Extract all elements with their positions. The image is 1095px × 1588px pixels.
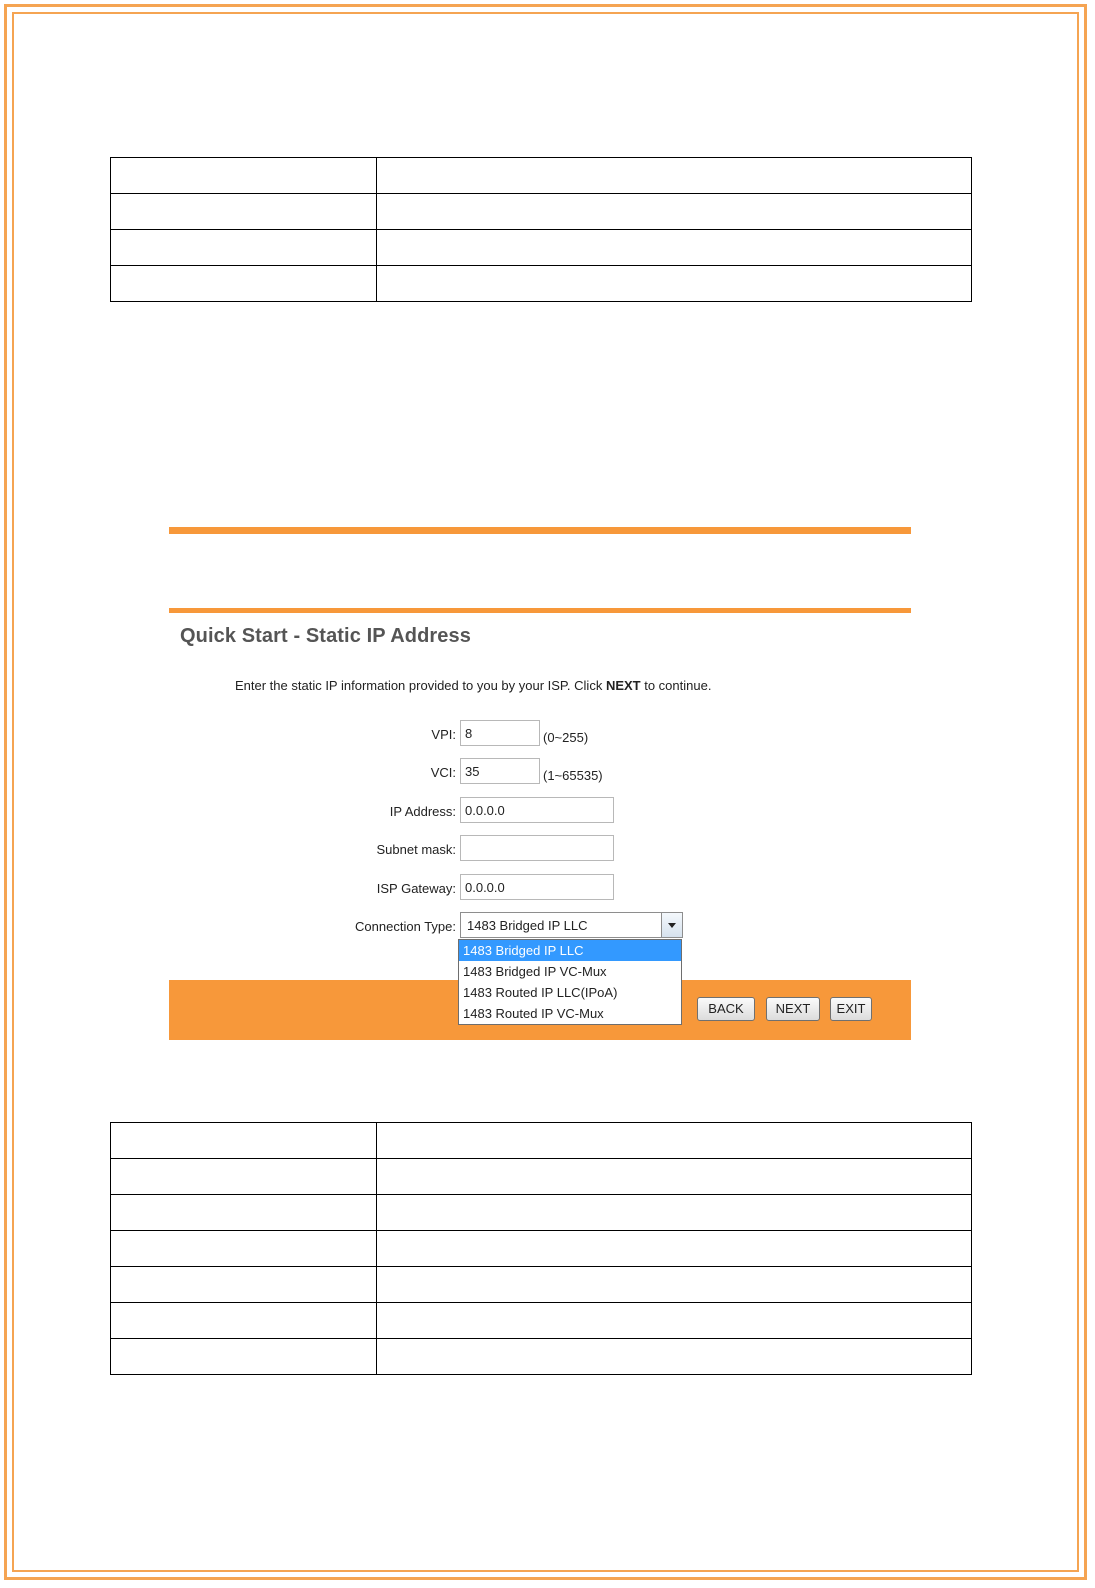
table-cell <box>377 1339 972 1375</box>
connection-type-selected-value: 1483 Bridged IP LLC <box>467 918 588 933</box>
page-title: Quick Start - Static IP Address <box>180 625 471 647</box>
ip-address-row <box>169 797 911 825</box>
table-cell <box>377 266 972 302</box>
vpi-input[interactable]: 8 <box>460 720 540 746</box>
table-cell <box>111 1195 377 1231</box>
isp-gateway-row <box>169 874 911 902</box>
table-cell <box>111 1123 377 1159</box>
dropdown-option-routed-vc-mux[interactable]: 1483 Routed IP VC-Mux <box>463 1006 604 1021</box>
connection-type-label: Connection Type: <box>355 919 456 934</box>
instruction-prefix: Enter the static IP information provided to you by your ISP. Click <box>235 678 606 693</box>
table-row <box>111 1123 972 1159</box>
router-quick-start-panel <box>169 527 911 1040</box>
vci-input[interactable]: 35 <box>460 758 540 784</box>
connection-type-select[interactable] <box>460 912 683 938</box>
subnet-mask-row <box>169 835 911 863</box>
table-cell <box>111 266 377 302</box>
table-row <box>111 158 972 194</box>
dropdown-option-bridged-vc-mux[interactable]: 1483 Bridged IP VC-Mux <box>463 964 607 979</box>
header-accent-bar <box>169 527 911 534</box>
table-row <box>111 1159 972 1195</box>
vci-range-hint: (1~65535) <box>543 768 603 783</box>
vci-label: VCI: <box>430 765 456 780</box>
vpi-row <box>169 720 911 748</box>
table-cell <box>111 1159 377 1195</box>
subnet-mask-input[interactable] <box>460 835 614 861</box>
vpi-label: VPI: <box>431 727 456 742</box>
table-cell <box>377 230 972 266</box>
table-cell <box>377 1303 972 1339</box>
instruction-suffix: to continue. <box>640 678 712 693</box>
table-cell <box>111 1303 377 1339</box>
parameter-table-bottom <box>110 1122 972 1375</box>
table-row <box>111 1267 972 1303</box>
table-cell <box>377 1123 972 1159</box>
table-cell <box>377 1159 972 1195</box>
table-row <box>111 230 972 266</box>
ip-address-input[interactable]: 0.0.0.0 <box>460 797 614 823</box>
back-button[interactable]: BACK <box>697 997 755 1021</box>
instruction-next-keyword: NEXT <box>605 678 641 693</box>
table-row <box>111 266 972 302</box>
table-cell <box>111 158 377 194</box>
next-button[interactable]: NEXT <box>766 997 820 1021</box>
connection-type-row <box>169 912 911 940</box>
table-cell <box>111 194 377 230</box>
table-cell <box>111 1339 377 1375</box>
chevron-down-icon[interactable] <box>661 913 682 937</box>
table-cell <box>111 1267 377 1303</box>
table-row <box>111 1339 972 1375</box>
table-row <box>111 1303 972 1339</box>
header-divider-bar <box>169 608 911 613</box>
table-cell <box>377 1231 972 1267</box>
table-cell <box>377 1267 972 1303</box>
table-row <box>111 1195 972 1231</box>
vpi-range-hint: (0~255) <box>543 730 589 745</box>
table-cell <box>111 1231 377 1267</box>
instruction-text <box>235 678 711 693</box>
subnet-mask-label: Subnet mask: <box>376 842 456 857</box>
table-row <box>111 1231 972 1267</box>
parameter-table-top <box>110 157 972 302</box>
dropdown-option-routed-llc-ipoa[interactable]: 1483 Routed IP LLC(IPoA) <box>463 985 618 1000</box>
isp-gateway-label: ISP Gateway: <box>376 881 456 896</box>
table-cell <box>377 1195 972 1231</box>
exit-button[interactable]: EXIT <box>830 997 872 1021</box>
table-cell <box>377 158 972 194</box>
table-cell <box>377 194 972 230</box>
vci-row <box>169 758 911 786</box>
ip-address-label: IP Address: <box>389 804 456 819</box>
dropdown-option-bridged-llc[interactable]: 1483 Bridged IP LLC <box>459 940 681 961</box>
isp-gateway-input[interactable]: 0.0.0.0 <box>460 874 614 900</box>
table-row <box>111 194 972 230</box>
connection-type-dropdown-list <box>458 939 682 1025</box>
table-cell <box>111 230 377 266</box>
